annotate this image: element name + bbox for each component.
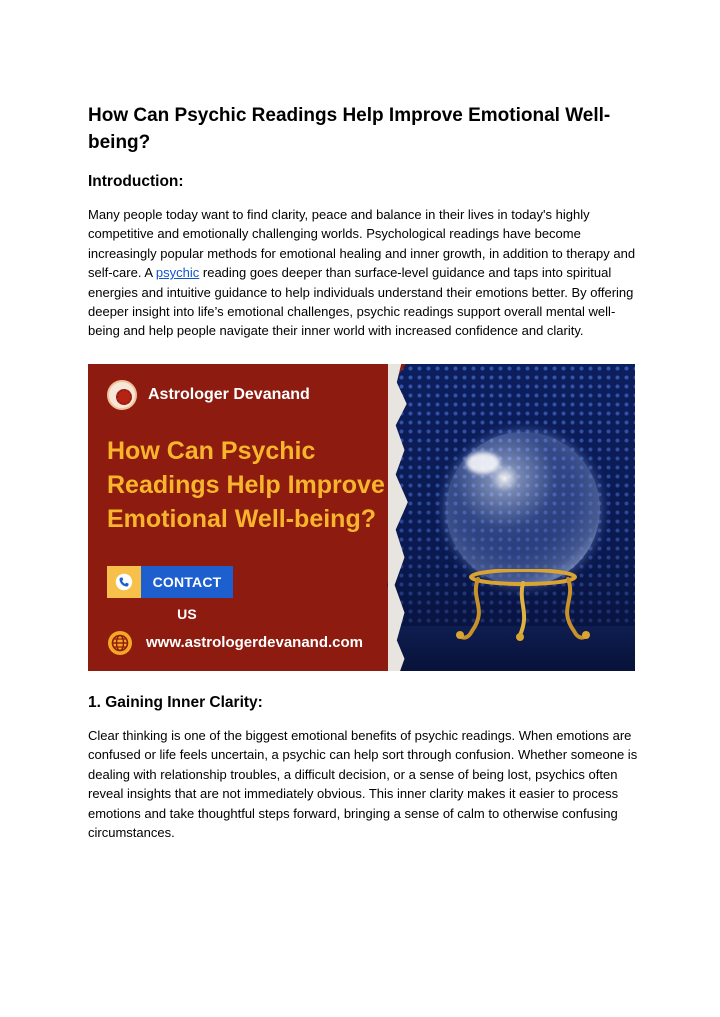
document-title: How Can Psychic Readings Help Improve Emotional Well-being?: [88, 105, 611, 153]
intro-paragraph: [88, 205, 640, 341]
phone-icon: [115, 572, 133, 592]
crystal-ball-stand: [448, 569, 598, 649]
psychic-link[interactable]: psychic: [155, 265, 200, 281]
contact-us-label: CONTACT US: [141, 566, 233, 598]
banner-brand: Astrologer Devanand: [148, 386, 310, 403]
section-1-paragraph: Clear thinking is one of the biggest emotional benefits of psychic readings. When emotions are confused or life feels uncertain, a psychic can help sort through confusion. Whether someone is dealing with relationship troubles, a difficult decision, or a sense of being lost, psychics often reveal insights that are not immediately obvious. This inner clarity makes it easier to process emotions and take thoughtful steps forward, bringing a sense of calm to otherwise confusing circumstances.: [88, 728, 638, 841]
contact-us-button: [107, 566, 233, 622]
astrology-wheel-logo-icon: [107, 380, 137, 410]
crystal-ball-glint: [466, 452, 500, 474]
banner-image: [88, 364, 635, 671]
section-1-heading: 1. Gaining Inner Clarity:: [88, 694, 263, 711]
globe-icon: [107, 630, 133, 656]
intro-text-before-link: Many people today want to find clarity, peace and balance in their lives in today's highly competitive and emotionally challenging worlds. Psychological readings have become increasingly popular methods for emotional healing and inner growth, in addition to therapy and self-care. A: [88, 207, 636, 281]
intro-heading: Introduction:: [88, 173, 184, 190]
banner-headline: How Can Psychic Readings Help Improve Emotional Well-being?: [107, 437, 385, 533]
intro-text-after-link: reading goes deeper than surface-level guidance and taps into spiritual energies and intuitive guidance to help individuals understand their emotions better. By offering deeper insight into life’s emotional challenges, psychic readings support overall mental well-being and help people navigate their inner world with increased confidence and clarity.: [88, 265, 634, 339]
banner-website: www.astrologerdevanand.com: [146, 634, 363, 651]
logo-center: [116, 389, 132, 405]
phone-icon-box: [107, 566, 141, 598]
